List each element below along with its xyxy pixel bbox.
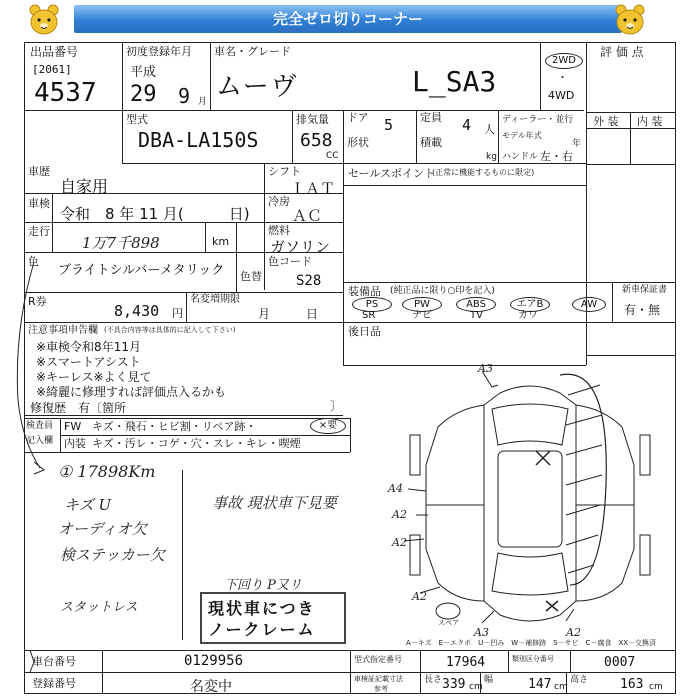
type-designation: 17964 [446, 655, 486, 670]
note-item: ※綺麗に修理すれば評価点入るかも [36, 385, 227, 399]
capacity: 4 [462, 116, 472, 134]
length: 339 [442, 677, 466, 692]
inspect-fw-items: キズ・飛石・ヒビ割・リペア跡・ [92, 420, 257, 433]
equip-pw: PW [402, 297, 442, 312]
usage: 自家用 [60, 177, 109, 196]
color-label: 色 [28, 255, 39, 268]
mileage-handwritten: 1万7千898 [82, 234, 160, 252]
inspection: 令和 8 年 11 月( 日) [60, 205, 250, 223]
interior-label: 内 装 [637, 115, 663, 128]
class-number: 0007 [604, 655, 636, 670]
mark-a2-left1: A2 [392, 508, 407, 521]
name-change-label: 名変増期限 [190, 294, 240, 305]
banner-title: 完全ゼロ切りコーナー [272, 10, 423, 28]
model-code: DBA-LA150S [138, 128, 259, 152]
mileage-label: 走行 [28, 225, 50, 238]
dealer-label: ディーラー・並行 [502, 115, 574, 125]
height: 163 [620, 677, 644, 692]
notes-label: 注意事項申告欄 [28, 325, 98, 336]
color-code-label: 色コード [268, 255, 312, 268]
equip-ps: PS [352, 297, 392, 312]
cc-unit: CC [326, 151, 339, 161]
status-label: 登録番号 [32, 677, 76, 690]
fuel-label: 燃料 [268, 224, 290, 237]
reg-year: 29 [130, 82, 157, 107]
mark-a3-top: A3 [478, 362, 493, 375]
lot-label: 出品番号 [30, 45, 79, 59]
class-label: 類別区分番号 [512, 655, 554, 663]
sales-points-sub: (正常に機能するものに限定) [432, 168, 535, 177]
damage-legend: A－キズ E－エクボ U－凹み W－補修跡 S－サビ C－腐食 XX－交換済 [406, 639, 657, 647]
equip-navi: ナビ [412, 310, 432, 321]
note-item: ※車検令和8年11月 [36, 340, 141, 354]
odometer-note: ① 17898Km [58, 462, 156, 481]
equip-aw: AW [572, 297, 606, 312]
inspector-label: 検査員 [26, 421, 54, 431]
color-code: S28 [296, 273, 322, 289]
tax-label: R券 [28, 295, 47, 308]
eval-label: 評 価 点 [600, 45, 644, 59]
mark-a2-left2: A2 [392, 536, 407, 549]
displacement-label: 排気量 [296, 113, 329, 126]
drive-sep: ・ [557, 71, 568, 84]
load-label: 積載 [420, 136, 442, 149]
registration-status: 名変中 [190, 679, 232, 695]
shift-label: シフト [268, 165, 301, 178]
name-change-date: 月 日 [258, 307, 319, 321]
equipment-sub: (純正品に限り○印を記入) [390, 286, 495, 296]
km-unit: km [212, 235, 230, 248]
model-label: 型式 [126, 113, 148, 126]
inspect-fw-required: ×要 [310, 418, 346, 434]
mascot-bear-left-icon [26, 2, 62, 38]
usage-label: 車歴 [28, 165, 50, 178]
reg-month: 9 [178, 84, 191, 108]
width: 147 [528, 677, 552, 692]
size-ref: 参考 [374, 685, 388, 693]
note-item: ※キーレス※よく見て [36, 370, 152, 384]
displacement: 658 [300, 130, 333, 151]
color-change-label: 色替 [240, 270, 262, 283]
warranty-label: 新車保証書 [622, 285, 668, 295]
kg-unit: kg [486, 152, 497, 162]
color-text: ブライトシルバーメタリック [58, 263, 225, 278]
handle: 左・右 [540, 150, 573, 163]
tax: 8,430 [114, 302, 160, 320]
ac: ＡＣ [292, 207, 323, 225]
fuel: ガソリン [270, 238, 331, 256]
equip-leather: カワ [518, 310, 538, 321]
reg-date-label: 初度登録年月 [126, 45, 192, 58]
spare-label: スペア [438, 619, 459, 627]
inspector-sublabel: 記入欄 [26, 436, 54, 446]
sales-points-label: セールスポイント [348, 167, 436, 180]
vehicle-grade: L_SA3 [412, 65, 497, 98]
mark-a3-bottom: A3 [474, 626, 489, 639]
height-unit: cm [649, 682, 663, 692]
stamp-line-1: 現状車につき [208, 599, 316, 618]
inspection-label: 車検 [28, 197, 50, 210]
repair-history: 修復歴 有〔箇所 [30, 401, 127, 415]
stamp-line-2: ノークレーム [208, 620, 316, 639]
era: 平成 [130, 65, 157, 80]
hw-line-scratch: キズ U [64, 496, 112, 514]
repair-history-end: 〕 [330, 399, 343, 413]
inspect-interior-items: キズ・汚レ・コゲ・穴・スレ・キレ・喫煙 [92, 437, 301, 450]
equip-sr: SR [362, 310, 376, 321]
name-label: 車名・グレード [214, 45, 291, 58]
owner-items-label: 後日品 [348, 325, 381, 338]
width-label: 幅 [484, 675, 494, 685]
equip-abs: ABS [456, 297, 496, 312]
length-label: 長さ [424, 675, 443, 685]
hw-line-sticker: 検ステッカー欠 [60, 546, 165, 564]
header-banner [0, 0, 700, 40]
inspect-fw: FW [64, 420, 82, 433]
warranty: 有・無 [624, 303, 661, 317]
type-designation-label: 型式指定番号 [354, 655, 402, 664]
shape-label: 形状 [347, 136, 369, 149]
equipment-label: 装備品 [348, 285, 381, 298]
doors: 5 [384, 116, 394, 134]
tax-unit: 円 [172, 307, 183, 320]
hw-underbody: 下回り P又リ [224, 578, 302, 593]
note-item: ※スマートアシスト [36, 355, 141, 369]
exterior-label: 外 装 [593, 115, 619, 128]
capacity-unit: 人 [484, 123, 495, 136]
drive-2wd: 2WD [545, 53, 583, 69]
doors-label: ドア [347, 111, 369, 124]
lot-prefix: [2061] [32, 63, 72, 76]
chassis-label: 車台番号 [32, 655, 76, 668]
year-unit: 年 [572, 139, 582, 149]
capacity-label: 定員 [420, 111, 442, 124]
color [58, 262, 238, 279]
mark-a2-bottom: A2 [566, 626, 581, 639]
ac-label: 冷房 [268, 195, 290, 208]
reg-month-unit: 月 [198, 97, 208, 107]
notes-list [36, 340, 226, 400]
hw-line-audio: オーディオ欠 [58, 520, 147, 538]
width-unit: cm [554, 682, 568, 692]
banner-bar [74, 5, 622, 33]
shift: ＩＡＴ [290, 180, 336, 198]
vehicle-name: ムーヴ [216, 72, 299, 102]
hw-studless: スタットレス [60, 600, 138, 615]
equip-airbag: エアB [510, 297, 550, 312]
mascot-bear-right-icon [612, 2, 648, 38]
equip-tv: TV [470, 310, 483, 321]
inspect-interior: 内装 [64, 437, 86, 450]
no-claim-stamp [200, 592, 346, 644]
height-label: 高さ [570, 675, 589, 685]
notes-sublabel: (不具合内容等は具体的に記入して下さい) [104, 326, 236, 334]
length-unit: cm [469, 682, 483, 692]
model-year-label: モデル年式 [502, 131, 542, 140]
drive-4wd: 4WD [548, 89, 575, 102]
mark-a2-left3: A2 [412, 590, 427, 603]
lot-number: 4537 [34, 78, 97, 108]
hw-accident: 事故 現状車下見要 [212, 494, 337, 512]
mark-a4: A4 [388, 482, 403, 495]
chassis-number: 0129956 [184, 653, 244, 669]
size-label: 車検証記載寸法 [354, 675, 403, 683]
handle-label: ハンドル [502, 152, 539, 162]
